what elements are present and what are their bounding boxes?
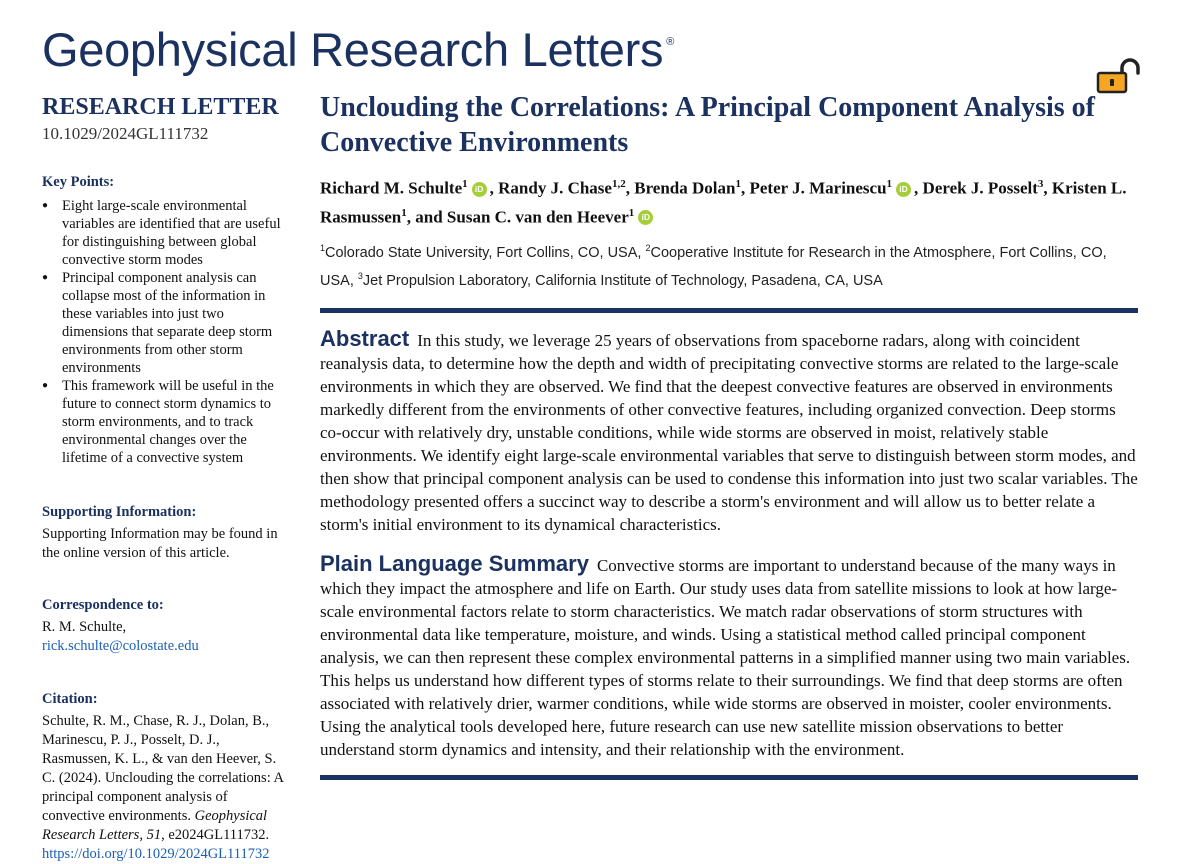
key-point: ● Principal component analysis can collapse most of the information in these variables into just two dimensions that separate deep storm environments from other storm environments (42, 269, 292, 377)
author-affiliation-ref: 1 (735, 178, 741, 190)
abstract-text: In this study, we leverage 25 years of observations from spaceborne radars, along with coincident reanalysis data, to determine how the depth and width of precipitating convective storms are related to the large-scale environments in which they are observed. We find that the deepest convective features are observed in environments markedly different from the environments of other convective features, including organized convection. Deep storms co-occur with relatively dry, unstable conditions, while wide storms are observed in moist, relatively stable environments. We identify eight large-scale environmental variables that serve to distinguish between storm modes, and then show that principal component analysis can be used to condense this information into just two scalar variables. The methodology presented offers a succinct way to describe a storm's environment and will allow us to better relate a storm's initial environment to its dynamical characteristics. (320, 330, 1138, 534)
registered-mark: ® (666, 36, 675, 48)
orcid-icon[interactable]: iD (896, 182, 911, 197)
author-name: Randy J. Chase (498, 178, 612, 198)
doi: 10.1029/2024GL111732 (42, 124, 209, 143)
journal-title: Geophysical Research Letters ® (42, 23, 675, 76)
author-name: Richard M. Schulte (320, 178, 463, 198)
affiliation-number: 2 (645, 243, 651, 254)
affiliation-text: Colorado State University, Fort Collins, CO, USA, (325, 245, 646, 262)
correspondence-email-link[interactable]: rick.schulte@colostate.edu (42, 638, 199, 654)
author-list: Richard M. Schulte$^1$ iD , Randy J. Chase$^{1,2}$, Brenda Dolan$^1$, Peter J. Marinescu$^1$ iD , Derek J. Posselt$^3$, Kristen L. Rasmussen$^1$, and Susan C. van den Heever$^1$ iD (320, 178, 1127, 227)
main-content (320, 90, 1138, 780)
author-affiliation-ref: 1 (462, 178, 468, 190)
citation-doi-link[interactable]: https://doi.org/10.1029/2024GL111732 (42, 846, 270, 862)
author-affiliation-ref: 1 (628, 206, 635, 219)
affiliation-text: Jet Propulsion Laboratory, California Institute of Technology, Pasadena, CA, USA (362, 272, 883, 289)
author-name: Susan C. van den Heever (446, 207, 629, 227)
citation-heading: Citation: (42, 691, 98, 707)
author-affiliation-ref: 1 (401, 206, 407, 219)
supporting-info-text: Supporting Information may be found in the online version of this article. (42, 526, 278, 561)
article-title: Unclouding the Correlations: A Principal Component Analysis of Convective Environments (320, 92, 1096, 158)
author-name: Derek J. Posselt (922, 178, 1038, 198)
open-lock-icon (1095, 58, 1143, 94)
citation-journal: Geophysical Research Letters (42, 808, 268, 843)
affiliation-number: 3 (357, 271, 363, 282)
sidebar (42, 92, 292, 864)
author-affiliation-ref: 3 (1037, 178, 1044, 190)
abstract (320, 327, 1138, 536)
key-point: ● This framework will be useful in the future to connect storm dynamics to storm environments, and to track environmental changes over the lifetime of a convective system (42, 377, 292, 467)
orcid-icon[interactable]: iD (472, 182, 487, 197)
pls-text: Convective storms are important to understand because of the many ways in which they impact the atmosphere and life on Earth. Our study uses data from satellite missions to look at how large-scale environmental factors relate to storm characteristics. We match radar observations of storm structures with environmental data like temperature, moisture, and winds. Using a statistical method called principal component analysis, we can then represent these complex environmental patterns in a simplified manner using two main variables. This helps us understand how different types of storms relate to their surroundings. We find that deep storms are often associated with relatively drier, warmer conditions, while wide storms are observed in moister, cooler environments. Using the analytical tools developed here, future research can use new satellite mission observations to better understand storm dynamics and intensity, and their relationship with the environment. (320, 555, 1131, 759)
author-name: Peter J. Marinescu (749, 178, 887, 198)
correspondence-name: R. M. Schulte, (42, 619, 127, 635)
orcid-icon[interactable]: iD (638, 210, 653, 225)
affiliation-text: Cooperative Institute for Research in the Atmosphere, Fort Collins, CO, USA, (320, 245, 1107, 289)
citation-text: Schulte, R. M., Chase, R. J., Dolan, B., Marinescu, P. J., Posselt, D. J., Rasmussen, K. L., & van den Heever, S. C. (2024). Unclouding the correlations: A principal component analysis of convective environments. Geophysical Research Letters, 51, e2024GL111732. https://doi.org/10.1029/2024GL111732 (42, 713, 284, 862)
author-name: Kristen L. Rasmussen (320, 178, 1127, 227)
affiliation-number: 1 (320, 243, 326, 254)
pls-heading: Plain Language Summary (320, 550, 589, 576)
author-affiliation-ref: 1 (886, 178, 893, 190)
citation-volume: 51 (146, 827, 162, 843)
abstract-heading: Abstract (320, 325, 410, 351)
key-points-heading: Key Points: (42, 174, 115, 190)
affiliations (320, 237, 1138, 293)
section-divider (320, 775, 1138, 780)
key-points-list (42, 197, 292, 467)
section-divider (320, 308, 1138, 313)
article-type: RESEARCH LETTER (42, 94, 279, 120)
supporting-info-heading: Supporting Information: (42, 504, 197, 520)
plain-language-summary (320, 552, 1138, 761)
author-name: Brenda Dolan (634, 178, 736, 198)
key-point: ● Eight large-scale environmental variables are identified that are useful for distinguishing between global convective storm modes (42, 197, 292, 269)
correspondence-heading: Correspondence to: (42, 597, 164, 613)
author-affiliation-ref: 1,2 (611, 178, 626, 190)
